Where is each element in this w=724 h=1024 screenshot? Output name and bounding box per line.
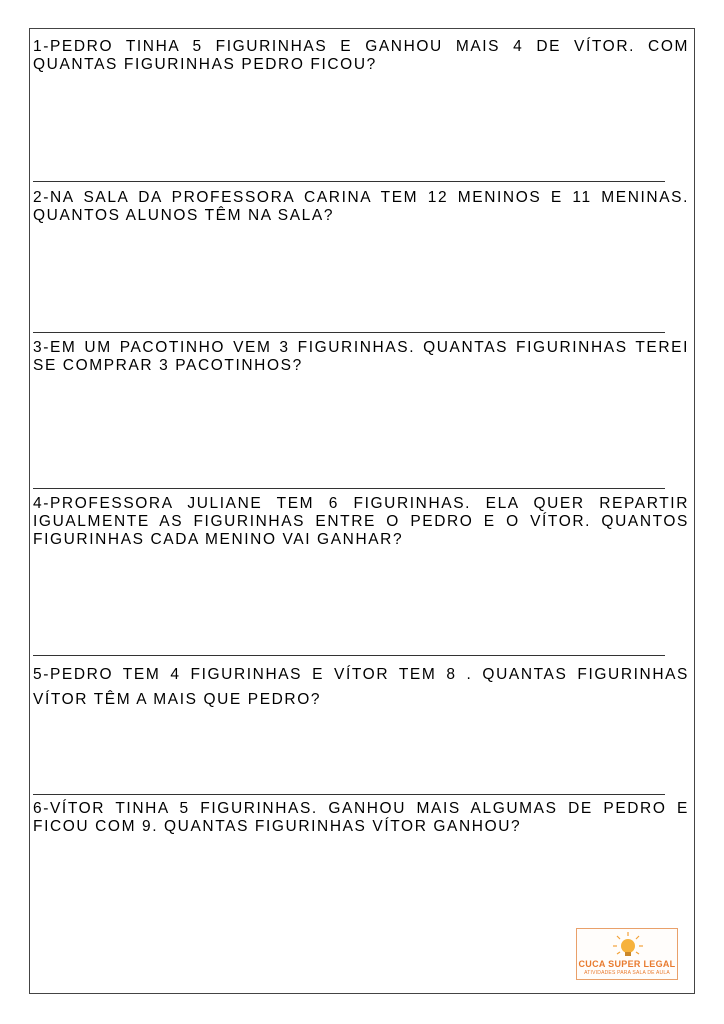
answer-line-1: [33, 181, 665, 182]
cuca-super-legal-logo: [576, 928, 678, 980]
question-1: 1-PEDRO TINHA 5 FIGURINHAS E GANHOU MAIS 4 DE VÍTOR. COM QUANTAS FIGURINHAS PEDRO FICOU?: [33, 38, 689, 73]
answer-line-4: [33, 655, 665, 656]
answer-line-2: [33, 332, 665, 333]
question-4: 4-PROFESSORA JULIANE TEM 6 FIGURINHAS. ELA QUER REPARTIR IGUALMENTE AS FIGURINHAS ENTRE O PEDRO E O VÍTOR. QUANTOS FIGURINHAS CADA MENINO VAI GANHAR?: [33, 495, 689, 548]
question-3: 3-EM UM PACOTINHO VEM 3 FIGURINHAS. QUANTAS FIGURINHAS TEREI SE COMPRAR 3 PACOTINHOS?: [33, 339, 689, 374]
question-2: 2-NA SALA DA PROFESSORA CARINA TEM 12 MENINOS E 11 MENINAS. QUANTOS ALUNOS TÊM NA SALA?: [33, 189, 689, 224]
question-6: 6-VÍTOR TINHA 5 FIGURINHAS. GANHOU MAIS ALGUMAS DE PEDRO E FICOU COM 9. QUANTAS FIGURINHAS VÍTOR GANHOU?: [33, 800, 689, 835]
logo-subtitle: ATIVIDADES PARA SALA DE AULA: [584, 970, 670, 976]
question-5: 5-PEDRO TEM 4 FIGURINHAS E VÍTOR TEM 8 . QUANTAS FIGURINHAS VÍTOR TÊM A MAIS QUE PEDRO?: [33, 666, 689, 708]
logo-title: CUCA SUPER LEGAL: [578, 959, 676, 969]
answer-line-5: [33, 794, 665, 795]
answer-line-3: [33, 488, 665, 489]
